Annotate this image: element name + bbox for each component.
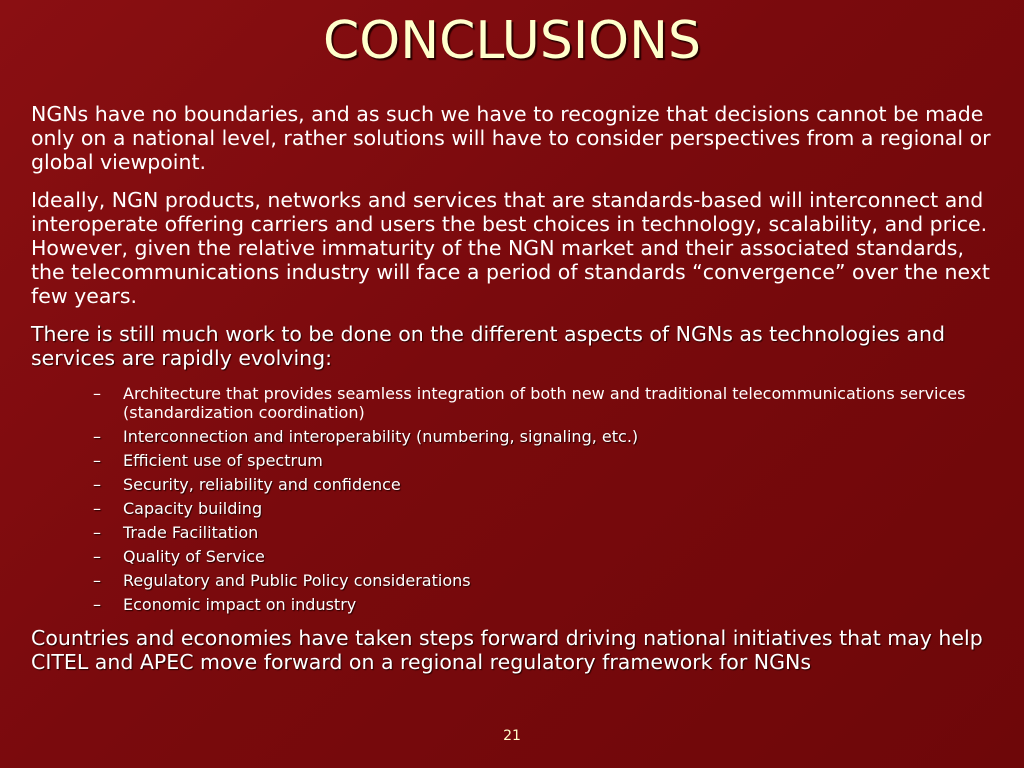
paragraph-closing: Countries and economies have taken steps forward driving national initiatives that may help CITEL and APEC move forward on a regional regulatory framework for NGNs [31, 626, 983, 674]
slide-title: CONCLUSIONS [322, 11, 702, 71]
paragraph-standards: Ideally, NGN products, networks and services that are standards-based will interconnect and interoperate offering carriers and users the best choices in technology, scalability, and price. However, given the relative immaturity of the NGN market and their associated standards, the telecommunications industry will face a period of standards “convergence” over the next few years. [31, 188, 990, 308]
list-item [93, 451, 991, 470]
list-item-text: Economic impact on industry [123, 595, 357, 614]
list-item [93, 475, 991, 494]
dash-bullet: – [93, 571, 101, 590]
dash-bullet: – [93, 451, 101, 470]
list-item-text: Interconnection and interoperability (numbering, signaling, etc.) [123, 427, 639, 446]
page-number: 21 [503, 728, 521, 744]
paragraph-work-remaining: There is still much work to be done on the different aspects of NGNs as technologies and services are rapidly evolving: [31, 322, 945, 370]
list-item [93, 499, 991, 518]
list-item-text: Capacity building [123, 499, 263, 518]
list-item [93, 523, 991, 542]
dash-bullet: – [93, 427, 101, 446]
dash-bullet: – [93, 384, 101, 403]
list-item-text: Architecture that provides seamless integration of both new and traditional telecommunications services (standardization coordination) [123, 384, 966, 422]
list-item-text: Security, reliability and confidence [123, 475, 401, 494]
list-item-text: Efficient use of spectrum [123, 451, 323, 470]
dash-bullet: – [93, 547, 101, 566]
list-item [93, 427, 991, 446]
sub-bullet-list [31, 384, 991, 614]
dash-bullet: – [93, 475, 101, 494]
list-item [93, 547, 991, 566]
list-item-text: Regulatory and Public Policy considerations [123, 571, 471, 590]
slide-body [31, 102, 991, 688]
dash-bullet: – [93, 523, 101, 542]
list-item [93, 384, 991, 422]
dash-bullet: – [93, 499, 101, 518]
list-item-text: Quality of Service [123, 547, 265, 566]
dash-bullet: – [93, 595, 101, 614]
paragraph-boundaries: NGNs have no boundaries, and as such we have to recognize that decisions cannot be made only on a national level, rather solutions will have to consider perspectives from a regional or global viewpoint. [31, 102, 991, 174]
list-item [93, 595, 991, 614]
list-item [93, 571, 991, 590]
list-item-text: Trade Facilitation [123, 523, 259, 542]
